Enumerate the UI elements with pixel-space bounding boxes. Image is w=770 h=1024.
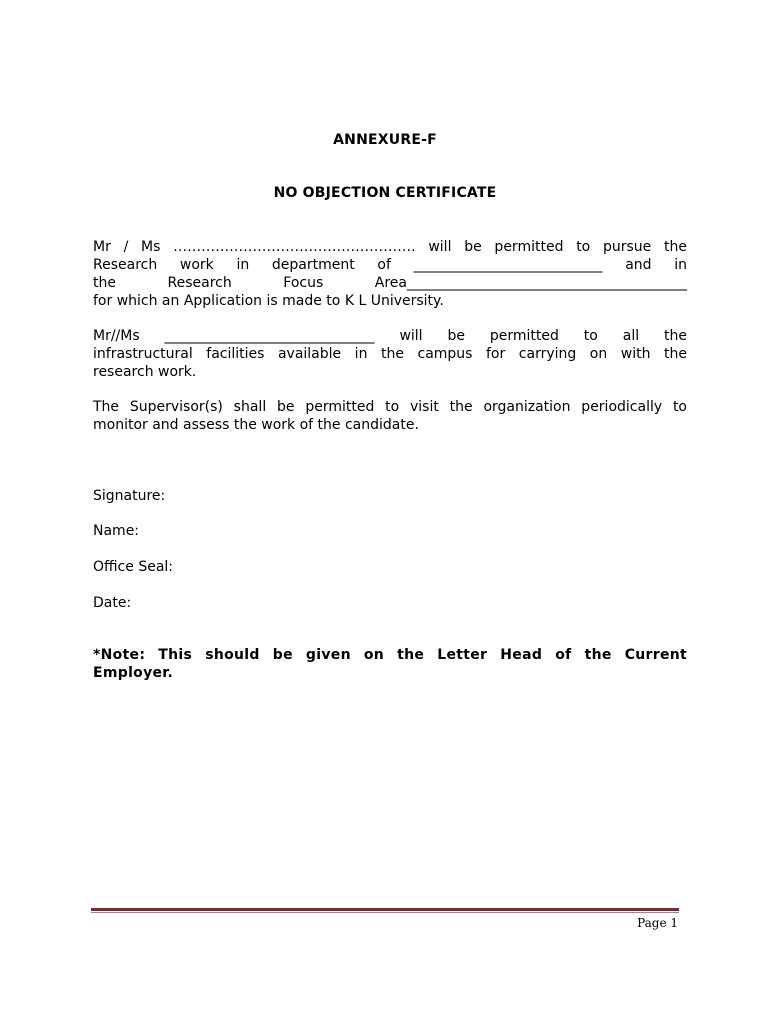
paragraph-line: research work. bbox=[93, 364, 197, 380]
signature-label: Signature: bbox=[93, 488, 166, 504]
paragraph-supervisor bbox=[93, 398, 687, 434]
paragraph-line: monitor and assess the work of the candidate. bbox=[93, 417, 419, 433]
document-title: NO OBJECTION CERTIFICATE bbox=[273, 185, 497, 201]
name-label: Name: bbox=[93, 523, 140, 539]
date-label: Date: bbox=[93, 595, 132, 611]
note-line: *Note: This should be given on the Letter Head of the Current bbox=[93, 647, 687, 663]
paragraph-line: for which an Application is made to K L University. bbox=[93, 293, 444, 309]
paragraph-line: infrastructural facilities available in the campus for carrying on with the bbox=[93, 346, 687, 362]
paragraph-line: the Research Focus Area________________________________________ bbox=[93, 275, 687, 291]
footer-divider-thin bbox=[91, 912, 679, 913]
footer-divider bbox=[91, 908, 679, 911]
office-seal-label: Office Seal: bbox=[93, 559, 174, 575]
paragraph-line: Mr//Ms ______________________________ will be permitted to all the bbox=[93, 328, 687, 344]
paragraph-line: Research work in department of ___________________________ and in bbox=[93, 257, 687, 273]
annexure-heading: ANNEXURE-F bbox=[333, 132, 437, 148]
paragraph-permission bbox=[93, 238, 687, 310]
note bbox=[93, 646, 687, 682]
paragraph-facilities bbox=[93, 327, 687, 381]
paragraph-line: Mr / Ms ……………………………………………. will be permitted to pursue the bbox=[93, 239, 687, 255]
page-number: Page 1 bbox=[637, 916, 678, 930]
note-line: Employer. bbox=[93, 665, 174, 681]
paragraph-line: The Supervisor(s) shall be permitted to visit the organization periodically to bbox=[93, 399, 687, 415]
